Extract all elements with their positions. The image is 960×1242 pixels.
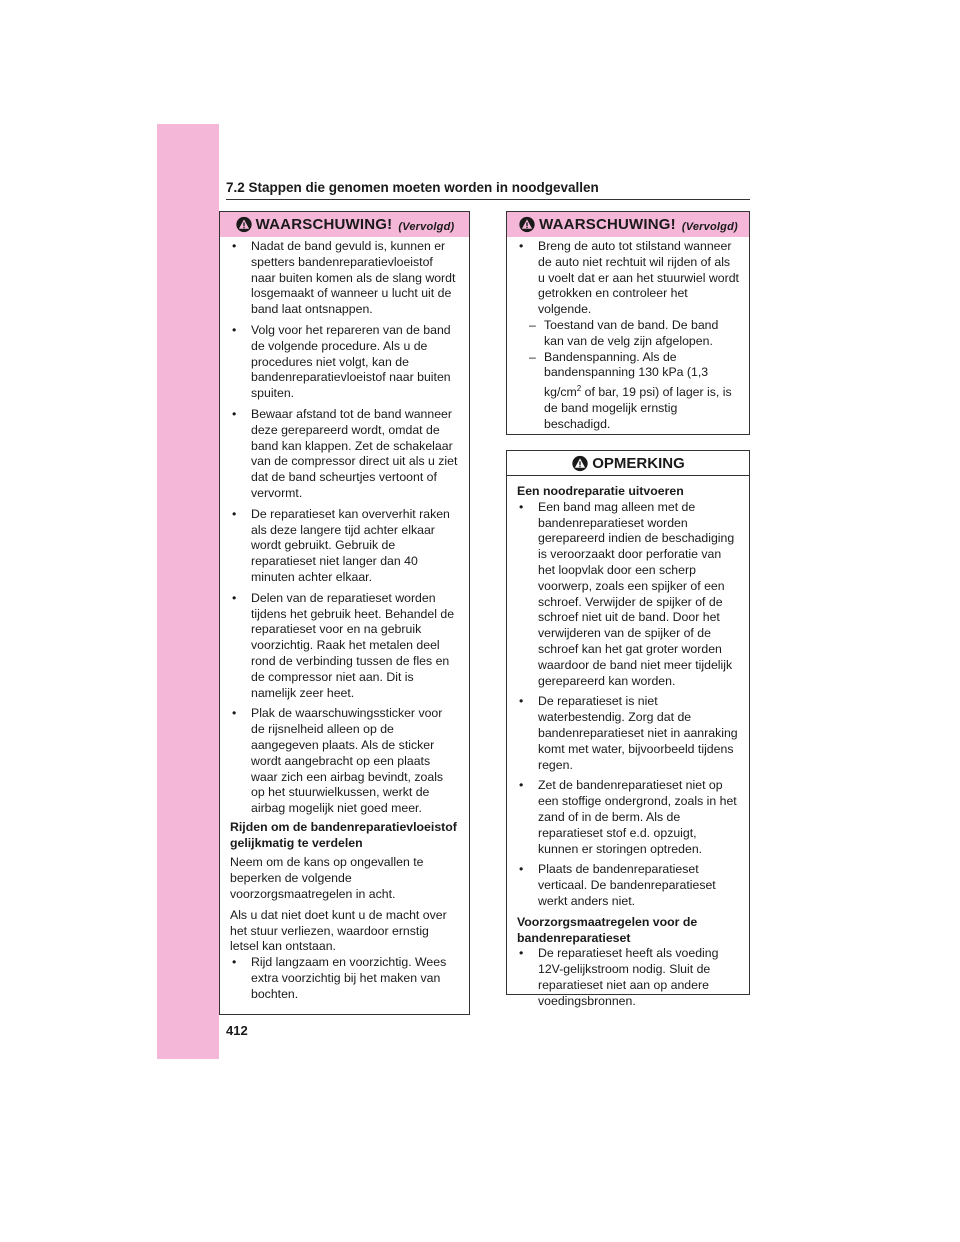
note-bullets: [517, 946, 739, 1009]
list-item: • De reparatieset is niet waterbestendig. Zorg dat de bandenreparatieset niet in aanraking komt met water, bijvoorbeeld tijdens regen.: [517, 694, 739, 773]
list-item: • Plak de waarschuwingssticker voor de rijsnelheid alleen op de aangegeven plaats. Als de sticker wordt aangebracht op een plaats waar zich een airbag bevindt, zoals op het stuurwielkussen, werkt de airbag mogelijk niet goed meer.: [230, 706, 459, 817]
bullet-text: Breng de auto tot stilstand wanneer de auto niet rechtuit wil rijden of als u voelt dat er aan het stuurwiel wordt getrokken en controleer het volgende.: [538, 239, 739, 317]
subheading: Een noodreparatie uitvoeren: [517, 484, 684, 498]
continued-label: (Vervolgd): [681, 221, 738, 233]
warning-box-right: [506, 211, 750, 435]
continued-label: (Vervolgd): [398, 221, 455, 233]
note-box-header: [507, 451, 749, 476]
subheading: Voorzorgsmaatregelen voor de bandenreparatieset: [517, 914, 698, 945]
warning-content: [220, 237, 469, 1014]
warning-box-header: [220, 212, 469, 237]
list-item: • Bewaar afstand tot de band wanneer deze gerepareerd wordt, omdat de band kan klappen. Zet de schakelaar van de compressor direct uit als u ziet dat de band scheurtjes vertoont of vervormt.: [230, 407, 459, 502]
list-item: • Een band mag alleen met de bandenreparatieset worden gerepareerd indien de beschadiging is veroorzaakt door perforatie van het loopvlak door een scherp voorwerp, zoals een spijker of een schroef. Verwijder de spijker of de schroef niet uit de band. Door het verwijderen van de spijker of de schroef kan het gat groter worden waardoor de band niet meer tijdelijk gerepareerd kan worden.: [517, 500, 739, 690]
warning-bullets: [517, 239, 739, 433]
warning-box-header: [507, 212, 749, 237]
warning-icon: [571, 455, 589, 472]
subheading: Rijden om de bandenreparatievloeistof gelijkmatig te verdelen: [230, 819, 457, 850]
warning-icon: [518, 216, 536, 233]
page-number: 412: [226, 1023, 248, 1038]
list-item: [517, 239, 739, 433]
dash-item: [517, 350, 739, 433]
warning-title: WAARSCHUWING!: [539, 216, 676, 233]
warning-icon: [235, 216, 253, 233]
note-title: OPMERKING: [592, 454, 685, 472]
list-item: • Zet de bandenreparatieset niet op een stoffige ondergrond, zoals in het zand of in de berm. Als de reparatieset stof e.d. opzuigt, kunnen er storingen optreden.: [517, 778, 739, 857]
chapter-sidebar: [157, 124, 219, 1059]
warning-title: WAARSCHUWING!: [255, 216, 393, 233]
superscript: 2: [576, 384, 582, 394]
dash-text: Bandenspanning. Als de bandenspanning 130 kPa (1,3 kg/cm: [544, 349, 709, 400]
list-item: • Rijd langzaam en voorzichtig. Wees extra voorzichtig bij het maken van bochten.: [230, 955, 459, 1002]
paragraph: Neem om de kans op ongevallen te beperken de volgende voorzorgsmaatregelen in acht.: [230, 855, 424, 902]
note-bullets: [517, 500, 739, 910]
paragraph: Als u dat niet doet kunt u de macht over het stuur verliezen, waardoor ernstig letsel kan ontstaan.: [230, 907, 447, 954]
driving-bullets: [230, 955, 459, 1002]
section-header: 7.2 Stappen die genomen moeten worden in noodgevallen: [226, 180, 750, 200]
warning-box-left: [219, 211, 470, 1015]
dash-list: [517, 318, 739, 433]
dash-item: – Toestand van de band. De band kan van de velg zijn afgelopen.: [517, 318, 739, 350]
list-item: • Plaats de bandenreparatieset verticaal. De bandenreparatieset werkt anders niet.: [517, 862, 739, 909]
list-item: • De reparatieset heeft als voeding 12V-gelijkstroom nodig. Sluit de reparatieset niet aan op andere voedingsbronnen.: [517, 946, 739, 1009]
list-item: • De reparatieset kan oververhit raken als deze langere tijd achter elkaar wordt gebruikt. Gebruik de reparatieset niet langer dan 40 minuten achter elkaar.: [230, 507, 459, 586]
warning-content: [507, 237, 749, 444]
warning-bullets: [230, 239, 459, 817]
list-item: • Delen van de reparatieset worden tijdens het gebruik heet. Behandel de reparatieset voor en na gebruik voorzichtig. Raak het metalen deel rond de verbinding tussen de fles en de compressor niet aan. Dit is namelijk zeer heet.: [230, 591, 459, 702]
list-item: • Nadat de band gevuld is, kunnen er spetters bandenreparatievloeistof naar buiten komen als de slang wordt losgemaakt of wanneer u lucht uit de band laat ontsnappen.: [230, 239, 459, 318]
note-box: [506, 450, 750, 1008]
list-item: • Volg voor het repareren van de band de volgende procedure. Als u de procedures niet volgt, kan de bandenreparatievloeistof naar buiten spuiten.: [230, 323, 459, 402]
note-content: [507, 476, 749, 1021]
dash-text: of bar, 19 psi) of lager is, is de band mogelijk ernstig beschadigd.: [544, 385, 732, 431]
